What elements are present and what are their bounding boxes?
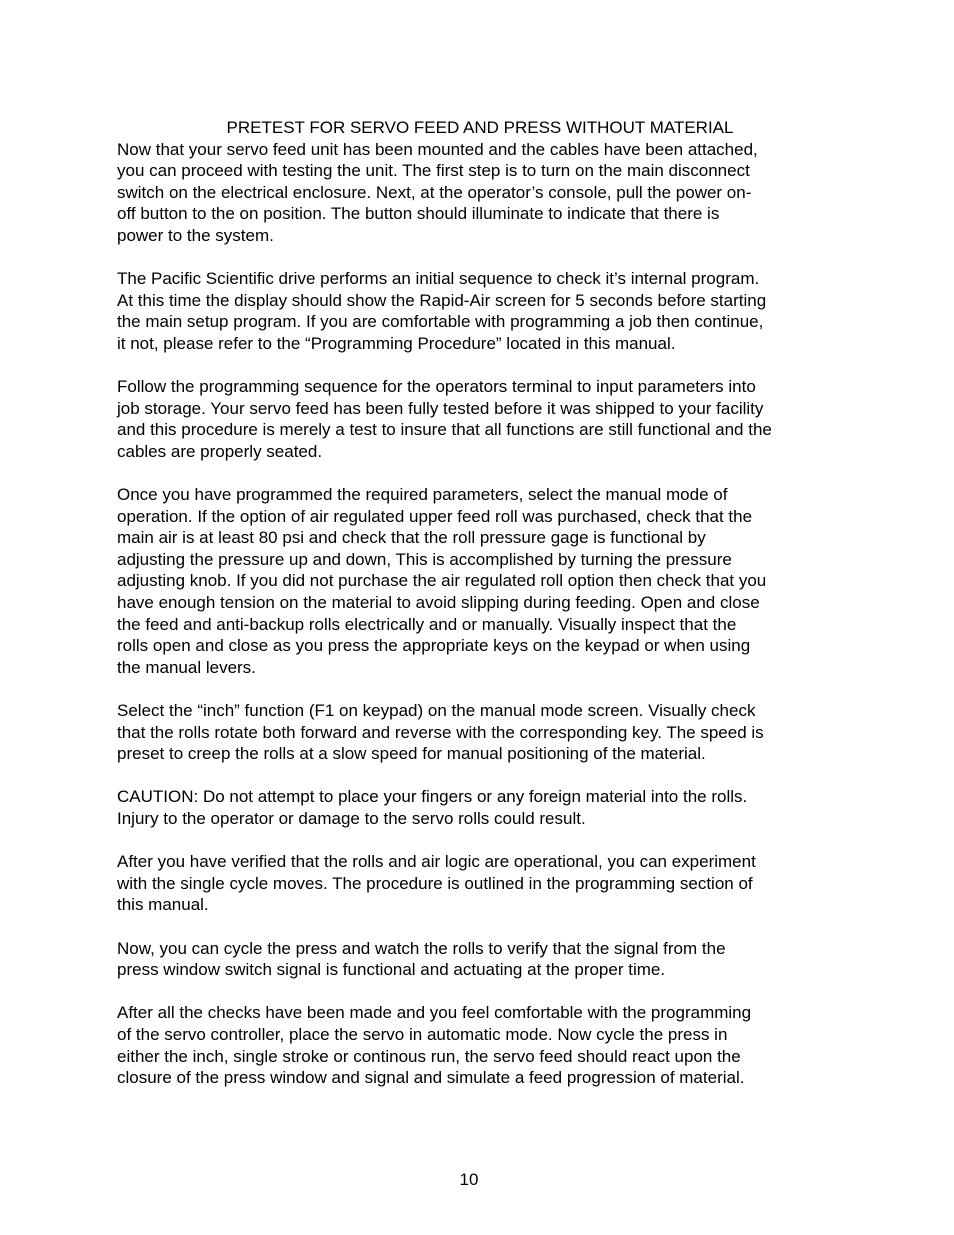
text-line: the main setup program. If you are comfortable with programming a job then continue, — [117, 312, 764, 332]
page-title: PRETEST FOR SERVO FEED AND PRESS WITHOUT MATERIAL — [226, 118, 734, 137]
text-line: Now, you can cycle the press and watch the rolls to verify that the signal from the — [117, 938, 726, 958]
text-line: press window switch signal is functional and actuating at the proper time. — [117, 960, 666, 980]
document-body — [117, 139, 847, 1089]
text-line: Select the “inch” function (F1 on keypad) on the manual mode screen. Visually check — [117, 701, 756, 721]
text-line: this manual. — [117, 895, 209, 915]
text-line: Follow the programming sequence for the operators terminal to input parameters into — [117, 377, 756, 397]
paragraph — [117, 851, 847, 916]
text-line: you can proceed with testing the unit. The first step is to turn on the main disconnect — [117, 161, 750, 181]
text-line: cables are properly seated. — [117, 441, 323, 461]
text-line: off button to the on position. The button should illuminate to indicate that there is — [117, 204, 720, 224]
text-line: preset to creep the rolls at a slow speed for manual positioning of the material. — [117, 744, 706, 764]
text-line: job storage. Your servo feed has been fully tested before it was shipped to your facility — [117, 398, 764, 418]
text-line: The Pacific Scientific drive performs an initial sequence to check it’s internal program. — [117, 269, 760, 289]
text-line: After you have verified that the rolls and air logic are operational, you can experiment — [117, 852, 756, 872]
text-line: After all the checks have been made and you feel comfortable with the programming — [117, 1003, 752, 1023]
text-line: with the single cycle moves. The procedure is outlined in the programming section of — [117, 873, 753, 893]
paragraph — [117, 1002, 847, 1088]
document-page — [117, 117, 847, 1110]
text-line: that the rolls rotate both forward and reverse with the corresponding key. The speed is — [117, 722, 764, 742]
text-line: closure of the press window and signal and simulate a feed progression of material. — [117, 1068, 745, 1088]
paragraph — [117, 700, 847, 765]
text-line: adjusting the pressure up and down, This is accomplished by turning the pressure — [117, 549, 732, 569]
text-line: have enough tension on the material to avoid slipping during feeding. Open and close — [117, 593, 760, 613]
paragraph — [117, 268, 847, 354]
text-line: adjusting knob. If you did not purchase the air regulated roll option then check that you — [117, 571, 767, 591]
paragraph — [117, 938, 847, 981]
paragraph — [117, 139, 847, 247]
text-line: switch on the electrical enclosure. Next, at the operator’s console, pull the power on- — [117, 182, 752, 202]
text-line: Now that your servo feed unit has been mounted and the cables have been attached, — [117, 139, 758, 159]
text-line: main air is at least 80 psi and check that the roll pressure gage is functional by — [117, 528, 706, 548]
page-number: 10 — [459, 1170, 479, 1189]
text-line: Once you have programmed the required parameters, select the manual mode of — [117, 485, 728, 505]
text-line: and this procedure is merely a test to insure that all functions are still functional and the — [117, 420, 772, 440]
text-line: of the servo controller, place the servo in automatic mode. Now cycle the press in — [117, 1024, 728, 1044]
paragraph — [117, 786, 847, 829]
text-line: either the inch, single stroke or continous run, the servo feed should react upon the — [117, 1046, 741, 1066]
text-line: At this time the display should show the Rapid-Air screen for 5 seconds before starting — [117, 290, 767, 310]
text-line: rolls open and close as you press the appropriate keys on the keypad or when using — [117, 636, 751, 656]
text-line: the feed and anti-backup rolls electrically and or manually. Visually inspect that the — [117, 614, 737, 634]
text-line: it not, please refer to the “Programming Procedure” located in this manual. — [117, 333, 676, 353]
text-line: CAUTION: Do not attempt to place your fingers or any foreign material into the rolls. — [117, 787, 748, 807]
paragraph — [117, 376, 847, 462]
text-line: the manual levers. — [117, 657, 256, 677]
text-line: Injury to the operator or damage to the servo rolls could result. — [117, 809, 586, 828]
text-line: power to the system. — [117, 225, 274, 245]
text-line: operation. If the option of air regulated upper feed roll was purchased, check that the — [117, 506, 753, 526]
paragraph — [117, 484, 847, 678]
